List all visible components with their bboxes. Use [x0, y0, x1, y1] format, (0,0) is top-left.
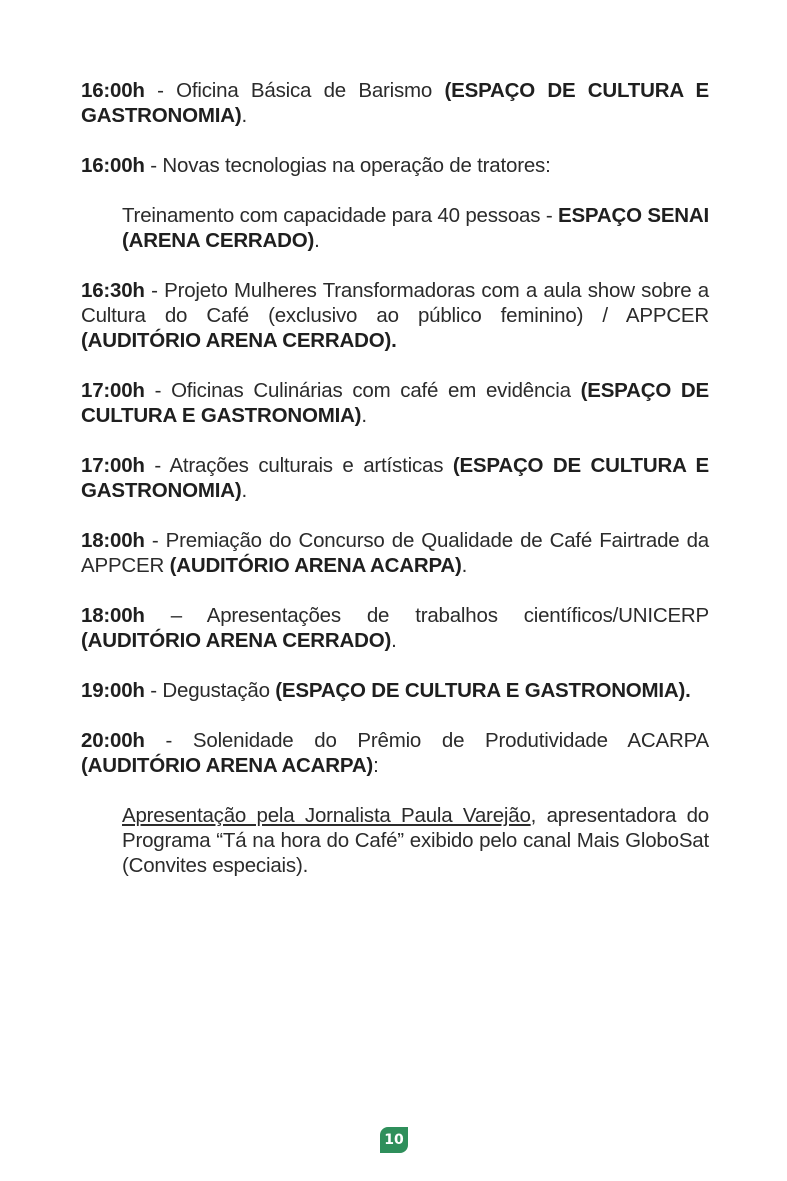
entry-time: 18:00h: [81, 604, 145, 627]
entry-separator: -: [144, 154, 163, 177]
entry-time: 17:00h: [81, 379, 145, 402]
entry-text: Novas tecnologias na operação de tratores:: [162, 154, 551, 177]
entry-time: 19:00h: [81, 679, 145, 702]
entry-venue: (AUDITÓRIO ARENA ACARPA): [81, 754, 374, 777]
schedule-entry: [81, 603, 709, 653]
entry-separator: -: [144, 279, 165, 302]
entry-text: Apresentações de trabalhos científicos/UNICERP: [206, 604, 709, 627]
entry-venue: (ESPAÇO DE CULTURA E GASTRONOMIA).: [275, 679, 691, 702]
entry-time: 18:00h: [81, 529, 145, 552]
entry-text: Solenidade do Prêmio de Produtividade ACARPA: [192, 729, 709, 752]
entry-separator: -: [144, 679, 163, 702]
schedule-entry: [81, 728, 709, 778]
entry-end: .: [314, 229, 320, 252]
schedule-subentry: [122, 203, 709, 253]
page-number-badge: 10: [380, 1127, 408, 1153]
entry-venue: (ESPAÇO DE CULTURA E GASTRONOMIA): [81, 379, 709, 427]
entry-separator: -: [144, 529, 166, 552]
schedule-entry: [81, 528, 709, 578]
entry-venue: (AUDITÓRIO ARENA ACARPA): [169, 554, 462, 577]
presenter-credit: Apresentação pela Jornalista Paula Varejão: [122, 804, 531, 827]
entry-separator: -: [144, 79, 177, 102]
entry-end: .: [241, 479, 247, 502]
schedule-entry: [81, 78, 709, 128]
schedule-entry: [81, 453, 709, 503]
entry-text: Oficina Básica de Barismo: [176, 79, 445, 102]
final-note-text: , apresentadora do Programa “Tá na hora do Café” exibido pelo canal Mais GloboSat (Convites especiais).: [122, 804, 710, 877]
entry-text: Degustação: [162, 679, 276, 702]
entry-separator: –: [144, 604, 207, 627]
entry-time: 16:30h: [81, 279, 145, 302]
schedule-entry: [81, 153, 709, 178]
entry-end: .: [241, 104, 247, 127]
schedule-entry: [81, 378, 709, 428]
entry-venue: (AUDITÓRIO ARENA CERRADO): [81, 629, 392, 652]
schedule-entry: [81, 678, 709, 703]
entry-text: Premiação do Concurso de Qualidade de Café Fairtrade da APPCER: [81, 529, 709, 577]
entry-end: :: [373, 754, 379, 777]
entry-end: .: [361, 404, 367, 427]
entry-time: 17:00h: [81, 454, 145, 477]
entry-text: Treinamento com capacidade para 40 pessoas -: [122, 204, 558, 227]
schedule-page: [81, 78, 709, 903]
entry-separator: -: [144, 454, 170, 477]
entry-end: .: [391, 629, 397, 652]
entry-venue: (ESPAÇO DE CULTURA E GASTRONOMIA): [81, 454, 709, 502]
entry-time: 16:00h: [81, 79, 145, 102]
entry-venue: (ESPAÇO DE CULTURA E GASTRONOMIA): [81, 79, 710, 127]
entry-time: 16:00h: [81, 154, 145, 177]
final-note: [122, 803, 709, 878]
schedule-entry: [81, 278, 709, 353]
entry-end: .: [461, 554, 468, 577]
entry-separator: -: [144, 379, 172, 402]
entry-separator: -: [144, 729, 193, 752]
entry-text: Projeto Mulheres Transformadoras com a aula show sobre a Cultura do Café (exclusivo ao público feminino) / APPCER: [81, 279, 709, 327]
entry-venue: ESPAÇO SENAI (ARENA CERRADO): [122, 204, 710, 252]
entry-text: Atrações culturais e artísticas: [169, 454, 453, 477]
entry-venue: (AUDITÓRIO ARENA CERRADO).: [81, 329, 397, 352]
entry-text: Oficinas Culinárias com café em evidência: [171, 379, 581, 402]
entry-time: 20:00h: [81, 729, 145, 752]
